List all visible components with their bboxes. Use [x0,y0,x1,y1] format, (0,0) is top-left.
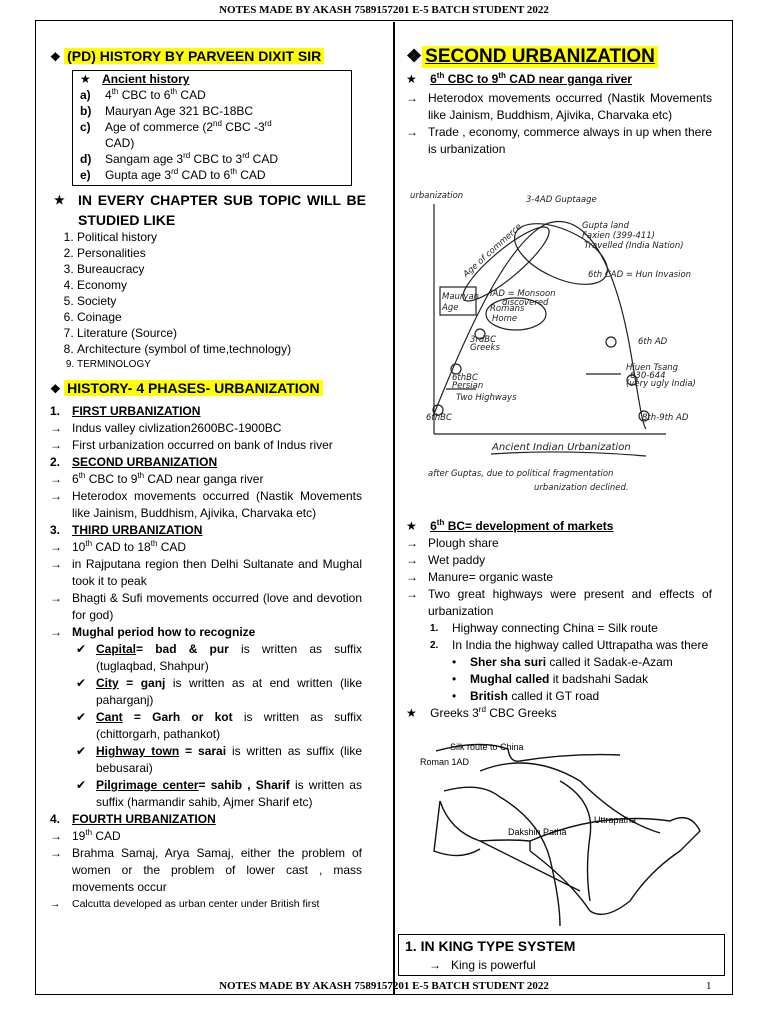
list-item: 3. Bureaucracy [77,261,291,277]
svg-text:Greeks: Greeks [470,343,500,353]
mughal-item: ✔ City = ganj is written as at end written (like paharganj) [76,676,362,707]
phase-heading: 3. THIRD URBANIZATION [50,523,203,537]
svg-text:8th-9th AD: 8th-9th AD [642,413,689,423]
svg-text:Persian: Persian [452,381,484,391]
list-item: c) Age of commerce (2nd CBC -3rd [80,119,272,134]
svg-text:Age of commerce: Age of commerce [461,221,524,280]
star-icon: ★ [80,72,91,86]
diamond-icon: ❖ [50,50,61,64]
list-item: 6. Coinage [77,309,291,325]
page-footer: NOTES MADE BY AKASH 7589157201 E-5 BATCH STUDENT 2022 [219,980,549,992]
svg-text:Home: Home [492,314,518,324]
svg-text:discovered: discovered [502,298,549,308]
star-icon: ★ [406,519,417,533]
svg-text:after Guptas, due to political: after Guptas, due to political fragmentation [428,469,614,479]
diamond-icon: ❖ [50,382,61,396]
svg-text:Travelled (India Nation): Travelled (India Nation) [584,241,684,251]
arrow-line: → in Rajputana region then Delhi Sultanate and Mughal took it to peak [50,557,362,588]
arrow-line: → Bhagti & Sufi movements occurred (love and devotion for god) [50,591,362,622]
page-number: 1 [706,980,712,992]
arrow-line: → 19th CAD [50,828,121,843]
list-item: • Sher sha suri called it Sadak-e-Azam [452,655,673,669]
map-label-silk: Silk route to China [450,742,524,752]
svg-text:6thBC: 6thBC [426,413,452,423]
greeks-line: ★ Greeks 3rd CBC Greeks [406,705,557,720]
svg-text:Faxien (399-411): Faxien (399-411) [582,231,655,241]
svg-text:Hiuen Tsang: Hiuen Tsang [626,363,679,373]
svg-text:6th CAD = Hun Invasion: 6th CAD = Hun Invasion [588,270,692,280]
arrow-line: → Mughal period how to recognize [50,625,256,639]
arrow-line: → Heterodox movements occurred (Nastik Movements like Jainism, Buddhism, Ajivika, Charvaka etc) [50,489,362,520]
subtopic-list [40,229,291,373]
list-item: a) 4th CBC to 6th CAD [80,87,206,102]
svg-text:Gupta land: Gupta land [582,221,629,231]
list-item: e) Gupta age 3rd CAD to 6th CAD [80,167,266,182]
list-item: 2. In India the highway called Uttrapatha was there [430,638,709,652]
mughal-item: ✔ Pilgrimage center= sahib , Sharif is written as suffix (harmandir sahib, Ajmer Sharif etc) [76,778,362,809]
svg-text:Ancient Indian Urbanization: Ancient Indian Urbanization [492,442,631,453]
phase-heading: 1. FIRST URBANIZATION [50,404,201,418]
list-item: d) Sangam age 3rd CBC to 3rd CAD [80,151,279,166]
subtopic-heading: ★ IN EVERY CHAPTER SUB TOPIC WILL BE STUDIED LIKE [54,192,366,228]
map-label-roman: Roman 1AD [420,757,470,767]
page-header: NOTES MADE BY AKASH 7589157201 E-5 BATCH STUDENT 2022 [219,4,549,16]
list-item: 5. Society [77,293,291,309]
map-label-uttrapatha: Uttrapatha [594,815,637,825]
star-icon: ★ [406,72,417,86]
svg-text:3-4AD Guptaage: 3-4AD Guptaage [526,195,597,205]
list-item: 1. Highway connecting China = Silk route [430,621,658,635]
svg-text:urbanization declined.: urbanization declined. [534,483,629,493]
svg-text:Mauryan: Mauryan [442,292,480,302]
svg-text:Age: Age [442,303,459,313]
urbanization-sketch [406,184,716,509]
list-item: • British called it GT road [452,689,600,703]
arrow-line: → 10th CAD to 18th CAD [50,539,187,554]
list-item: 8. Architecture (symbol of time,technology) [77,341,291,357]
section-title-phases: ❖ HISTORY- 4 PHASES- URBANIZATION [50,380,323,396]
arrow-line: → Heterodox movements occurred (Nastik Movements like Jainism, Buddhism, Ajivika, Charvaka etc) [406,91,712,122]
ancient-history-box: ★ Ancient history a) 4th CBC to 6th CAD b) Mauryan Age 321 BC-18BC c) Age of commerce (2nd CBC -3rd CAD) d) Sangam age 3rd CBC to 3rd CAD e) Gupta age 3rd CAD to 6th CAD [72,70,352,186]
arrow-line: → Trade , economy, commerce always in up when there is urbanization [406,125,712,156]
king-box: 1. IN KING TYPE SYSTEM → King is powerful [398,934,725,976]
arrow-line: → 6th CBC to 9th CAD near ganga river [50,471,264,486]
svg-text:IAD = Monsoon: IAD = Monsoon [490,289,556,299]
arrow-line: → Two great highways were present and effects of urbanization [406,587,712,618]
svg-text:Two Highways: Two Highways [456,393,517,403]
section-title-history: ❖ (PD) HISTORY BY PARVEEN DIXIT SIR [50,48,324,64]
star-icon: ★ [406,706,417,720]
mughal-item: ✔ Highway town = sarai is written as suffix (like bebusarai) [76,744,363,775]
column-divider [393,22,395,994]
svg-text:(very ugly India): (very ugly India) [626,379,696,389]
arrow-line: → First urbanization occurred on bank of Indus river [50,438,333,452]
mughal-item: ✔ Cant = Garh or kot is written as suffix (chittorgarh, pathankot) [76,710,362,741]
section-title-second: ❖ SECOND URBANIZATION [406,46,658,68]
svg-text:3rdBC: 3rdBC [470,335,497,345]
phase-heading: 4. FOURTH URBANIZATION [50,812,216,826]
list-item: • Mughal called it badshahi Sadak [452,672,649,686]
phase-heading: 2. SECOND URBANIZATION [50,455,218,469]
arrow-line: → Plough share [406,536,499,550]
list-item: 7. Literature (Source) [77,325,291,341]
svg-text:630-644: 630-644 [630,371,666,381]
mughal-item: ✔ Capital= bad & pur is written as suffix (tuglaqbad, Shahpur) [76,642,363,673]
arrow-line: → Brahma Samaj, Arya Samaj, either the problem of women or the problem of lower cast , mass movements occur [50,846,362,894]
list-item: 4. Economy [77,277,291,293]
svg-text:6th AD: 6th AD [638,337,668,347]
arrow-line: → Indus valley civlization2600BC-1900BC [50,421,282,435]
map-label-dakshin: Dakshin Patha [508,827,567,837]
sketch-yaxis-label: urbanization [410,191,464,201]
arrow-line: → Wet paddy [406,553,486,567]
svg-text:Romans: Romans [490,304,525,314]
king-line: → King is powerful [429,958,536,972]
second-sub: ★ 6th CBC to 9th CAD near ganga river [406,71,632,86]
markets-heading: ★ 6th BC= development of markets [406,518,614,533]
star-icon: ★ [54,193,65,207]
diamond-icon: ❖ [406,46,423,66]
list-item: 9. TERMINOLOGY [77,357,291,373]
arrow-line: → Manure= organic waste [406,570,554,584]
list-item: b) Mauryan Age 321 BC-18BC [80,104,254,118]
trade-route-map [420,741,710,931]
svg-text:6thBC: 6thBC [452,373,478,383]
list-item: 2. Personalities [77,245,291,261]
list-item: 1. Political history [77,229,291,245]
arrow-line: → Calcutta developed as urban center under British first [50,898,320,910]
